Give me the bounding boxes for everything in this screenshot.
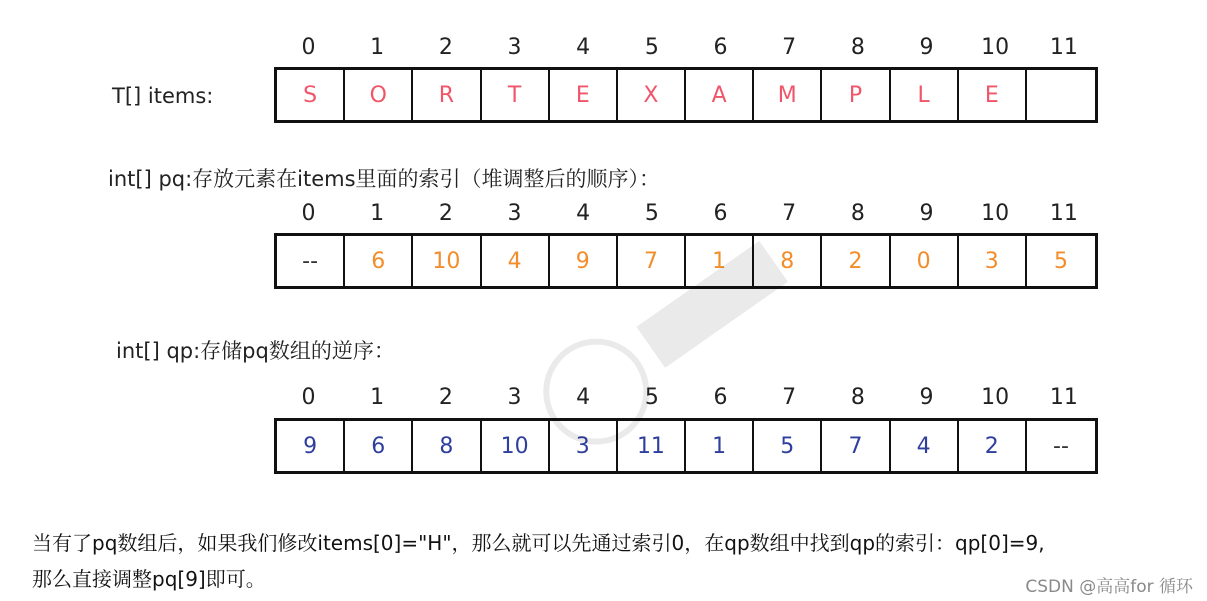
- items-index-2: 2: [438, 35, 453, 60]
- pq-index-5: 5: [644, 201, 659, 226]
- qp-cell-5: 11: [618, 421, 686, 471]
- pq-index-1: 1: [370, 201, 385, 226]
- items-cell-3: T: [482, 70, 550, 120]
- items-cell-0: S: [277, 70, 345, 120]
- qp-index-4: 4: [576, 385, 591, 410]
- pq-index-10: 10: [981, 201, 1010, 226]
- items-cell-5: X: [618, 70, 686, 120]
- qp-cell-10: 2: [959, 421, 1027, 471]
- pq-cell-4: 9: [550, 236, 618, 286]
- items-cell-7: M: [754, 70, 822, 120]
- pq-cell-11: 5: [1053, 248, 1068, 274]
- qp-index-11: 11: [1049, 385, 1078, 410]
- pq-index-2: 2: [438, 201, 453, 226]
- items-index-0: 0: [301, 35, 316, 60]
- pq-cell-2: 10: [413, 236, 481, 286]
- qp-cell-0: 9: [277, 421, 345, 471]
- items-array: [274, 67, 1098, 123]
- items-index-3: 3: [507, 35, 522, 60]
- pq-index-3: 3: [507, 201, 522, 226]
- items-cell-4: E: [550, 70, 618, 120]
- pq-label: int[] pq:存放元素在items里面的索引（堆调整后的顺序）：: [108, 167, 661, 191]
- qp-index-10: 10: [981, 385, 1010, 410]
- items-cell-2: R: [413, 70, 481, 120]
- pq-cell-8: 2: [822, 236, 890, 286]
- items-index-1: 1: [370, 35, 385, 60]
- qp-index-0: 0: [301, 385, 316, 410]
- pq-cell-6: 1: [686, 236, 754, 286]
- qp-cell-4: 3: [550, 421, 618, 471]
- items-index-6: 6: [713, 35, 728, 60]
- pq-cell-10: 3: [959, 236, 1027, 286]
- pq-cell-1: 6: [345, 236, 413, 286]
- qp-index-7: 7: [782, 385, 797, 410]
- items-index-11: 11: [1049, 35, 1078, 60]
- pq-index-7: 7: [782, 201, 797, 226]
- qp-cell-6: 1: [686, 421, 754, 471]
- pq-cell-9: 0: [891, 236, 959, 286]
- pq-index-11: 11: [1049, 201, 1078, 226]
- pq-index-6: 6: [713, 201, 728, 226]
- pq-index-9: 9: [919, 201, 934, 226]
- credit-text: CSDN @高高for 循环: [1025, 577, 1193, 597]
- items-index-9: 9: [919, 35, 934, 60]
- pq-cell-5: 7: [618, 236, 686, 286]
- pq-cell-3: 4: [482, 236, 550, 286]
- qp-index-1: 1: [370, 385, 385, 410]
- pq-cell-7: 8: [754, 236, 822, 286]
- items-index-10: 10: [981, 35, 1010, 60]
- qp-index-2: 2: [438, 385, 453, 410]
- qp-cell-11: --: [1053, 433, 1069, 459]
- qp-label: int[] qp:存储pq数组的逆序：: [116, 339, 395, 363]
- items-cell-10: E: [959, 70, 1027, 120]
- qp-cell-9: 4: [891, 421, 959, 471]
- pq-index-8: 8: [850, 201, 865, 226]
- qp-index-5: 5: [644, 385, 659, 410]
- qp-array: [274, 418, 1098, 474]
- pq-cell-0: --: [277, 236, 345, 286]
- qp-cell-2: 8: [413, 421, 481, 471]
- qp-index-6: 6: [713, 385, 728, 410]
- qp-index-9: 9: [919, 385, 934, 410]
- pq-array: [274, 233, 1098, 289]
- items-label: T[] items:: [112, 84, 214, 108]
- items-index-5: 5: [644, 35, 659, 60]
- items-cell-11: [1027, 70, 1095, 120]
- pq-index-4: 4: [576, 201, 591, 226]
- note-line-2: 那么直接调整pq[9]即可。: [32, 567, 266, 591]
- note-line-1: 当有了pq数组后，如果我们修改items[0]="H"，那么就可以先通过索引0，在qp数组中找到qp的索引：qp[0]=9,: [32, 531, 1045, 555]
- qp-cell-8: 7: [822, 421, 890, 471]
- pq-index-0: 0: [301, 201, 316, 226]
- qp-cell-3: 10: [482, 421, 550, 471]
- items-index-8: 8: [850, 35, 865, 60]
- qp-cell-1: 6: [345, 421, 413, 471]
- items-cell-9: L: [891, 70, 959, 120]
- qp-index-3: 3: [507, 385, 522, 410]
- qp-cell-7: 5: [754, 421, 822, 471]
- items-cell-6: A: [686, 70, 754, 120]
- items-cell-1: O: [345, 70, 413, 120]
- qp-index-8: 8: [850, 385, 865, 410]
- items-index-7: 7: [782, 35, 797, 60]
- items-cell-8: P: [822, 70, 890, 120]
- items-index-4: 4: [576, 35, 591, 60]
